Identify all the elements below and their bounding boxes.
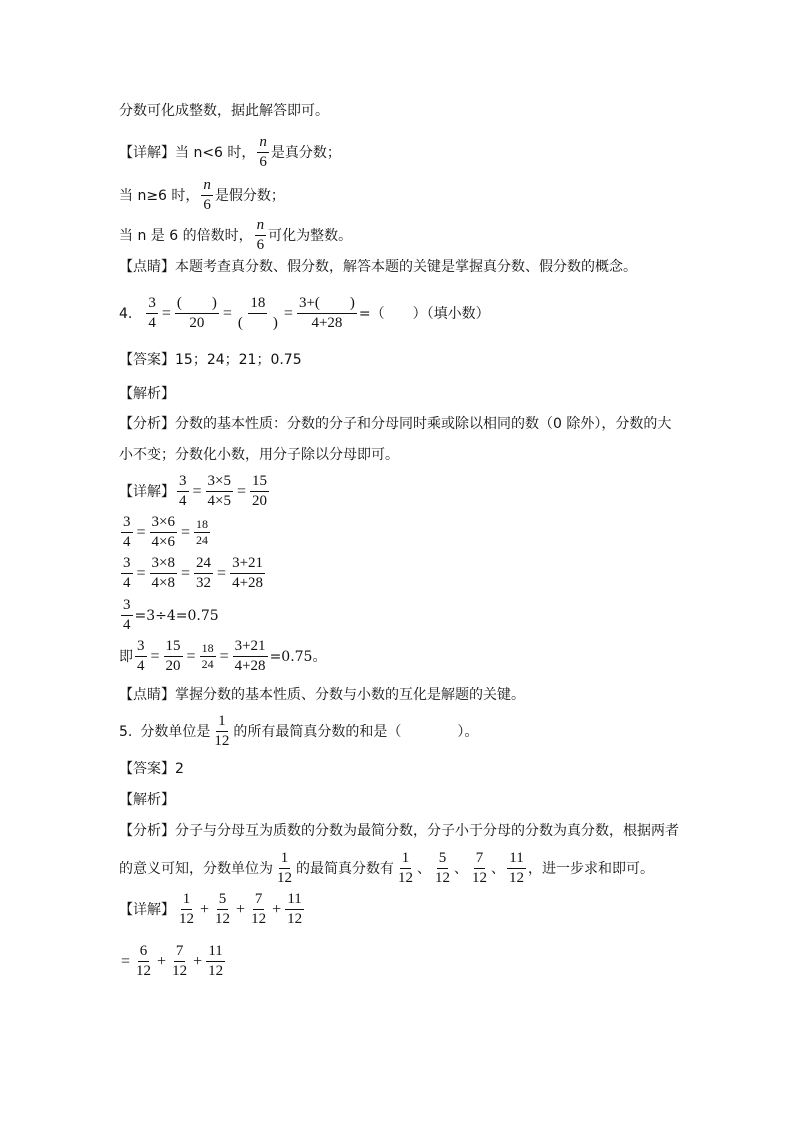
- denominator: 12: [287, 911, 303, 927]
- separator: 、: [417, 860, 431, 877]
- denominator: 4: [148, 315, 156, 331]
- plus-sign: +: [200, 900, 210, 918]
- denominator: 4+28: [311, 315, 343, 331]
- fraction: [200, 641, 216, 672]
- paragraph-text: 当 n<6 时，: [175, 144, 256, 161]
- paragraph-text: 小不变；分数化小数，用分子除以分母即可。: [119, 447, 399, 463]
- fraction: [175, 294, 219, 333]
- fraction: [177, 472, 189, 511]
- paragraph-text: 分数可化成整数，据此解答即可。: [119, 103, 329, 119]
- paragraph-text: 即: [119, 648, 133, 665]
- detail-equation: [119, 472, 271, 511]
- denominator: 12: [136, 963, 152, 979]
- numerator: 3: [121, 554, 133, 574]
- denominator: ( ): [237, 315, 278, 331]
- denominator: 12: [214, 733, 230, 749]
- numerator: 18: [248, 294, 267, 314]
- numerator: 3: [146, 294, 158, 314]
- numerator: 3+( ): [297, 294, 357, 314]
- paragraph-text: 的所有最简真分数的和是（ ）。: [233, 723, 479, 740]
- denominator: 4+28: [232, 575, 264, 591]
- paragraph-text: 的意义可知，分数单位为: [119, 860, 273, 877]
- equals-sign: =: [237, 482, 247, 500]
- section-tag: 【详解】: [119, 901, 175, 918]
- paragraph-text: ，进一步求和即可。: [528, 860, 654, 877]
- fraction: [177, 890, 196, 929]
- denominator: 12: [472, 870, 487, 886]
- text-line: [119, 448, 399, 462]
- denominator: 6: [256, 237, 265, 253]
- question-number: 4.: [119, 305, 133, 322]
- equals-sign: =: [186, 647, 196, 665]
- fraction: [194, 554, 213, 593]
- numerator: 3: [121, 596, 133, 616]
- denominator: 4: [123, 534, 131, 550]
- numerator: n: [255, 216, 267, 236]
- numerator: 18: [201, 641, 214, 655]
- numerator: n: [201, 176, 213, 196]
- fraction: [213, 890, 232, 929]
- detail-equation: [119, 890, 306, 929]
- text-line: [119, 417, 671, 431]
- denominator: 6: [259, 154, 267, 170]
- denominator: 20: [252, 493, 268, 509]
- equals-sign: =: [222, 304, 232, 322]
- denominator: 24: [196, 533, 209, 547]
- numerator: 24: [194, 554, 213, 574]
- plus-sign: +: [193, 952, 203, 970]
- separator: 、: [454, 860, 468, 877]
- question-5: [119, 712, 478, 751]
- fraction: [470, 849, 489, 888]
- numerator: 3+21: [233, 637, 268, 657]
- numerator: 3: [121, 513, 133, 533]
- numerator: 5: [217, 890, 229, 910]
- numerator: 15: [164, 637, 183, 657]
- numerator: n: [257, 133, 269, 153]
- text-line: [119, 133, 341, 172]
- text-line: [119, 849, 654, 888]
- fraction: [150, 513, 177, 552]
- equals-sign: =: [192, 482, 202, 500]
- denominator: 4×5: [207, 493, 231, 509]
- plus-sign: +: [236, 900, 246, 918]
- fraction: [134, 942, 153, 981]
- fraction: [249, 890, 268, 929]
- detail-equation: [119, 554, 267, 593]
- text-line: [119, 793, 175, 807]
- denominator: 4×6: [151, 534, 175, 550]
- paragraph-text: 当 n 是 6 的倍数时，: [119, 227, 253, 244]
- text-line: [119, 762, 184, 776]
- numerator: 6: [138, 942, 150, 962]
- detail-equation: [119, 513, 212, 552]
- numerator: 3×5: [206, 472, 233, 492]
- fraction: [255, 216, 267, 255]
- section-tag: 【解析】: [119, 792, 175, 808]
- numerator: 1: [279, 849, 291, 869]
- equals-sign: =: [161, 304, 171, 322]
- numerator: 7: [474, 849, 486, 869]
- fraction: [257, 133, 269, 172]
- separator: 、: [491, 860, 505, 877]
- fraction: [236, 294, 280, 333]
- denominator: 12: [251, 911, 267, 927]
- detail-equation: [119, 596, 219, 635]
- text-line: [119, 216, 352, 255]
- denominator: 12: [215, 911, 231, 927]
- fraction: [170, 942, 189, 981]
- denominator: 4: [123, 575, 131, 591]
- section-tag: 【详解】: [119, 144, 175, 161]
- paragraph-text: 【点睛】掌握分数的基本性质、分数与小数的互化是解题的关键。: [119, 687, 525, 703]
- equals-sign: =: [283, 304, 293, 322]
- numerator: 7: [174, 942, 186, 962]
- denominator: 24: [201, 657, 214, 671]
- equals-sign: =: [136, 523, 146, 541]
- text-line: [119, 104, 329, 118]
- denominator: 4+28: [234, 658, 266, 674]
- denominator: 12: [509, 870, 524, 886]
- fraction: [194, 517, 210, 548]
- text-line: [119, 387, 175, 401]
- section-tag: 【详解】: [119, 483, 175, 500]
- paragraph-text: 是真分数；: [270, 144, 341, 161]
- equals-sign: =: [181, 564, 191, 582]
- fraction: [201, 176, 213, 215]
- fraction: [275, 849, 294, 888]
- answer-text: 【答案】2: [119, 761, 184, 777]
- denominator: 12: [398, 870, 413, 886]
- question-4: [119, 294, 490, 333]
- denominator: 20: [189, 315, 205, 331]
- denominator: 12: [179, 911, 194, 927]
- numerator: 7: [253, 890, 265, 910]
- equals-sign: =: [121, 952, 131, 970]
- text-line: [119, 260, 637, 274]
- fraction: [233, 637, 268, 676]
- detail-equation: [119, 637, 326, 676]
- text-line: [119, 688, 525, 702]
- denominator: 12: [435, 870, 450, 886]
- question-number: 5.: [119, 723, 133, 740]
- numerator: 5: [437, 849, 449, 869]
- paragraph-text: 的最简真分数有: [296, 860, 394, 877]
- denominator: 32: [196, 575, 212, 591]
- paragraph-text: 【分析】分数的基本性质：分数的分子和分母同时乘或除以相同的数（0 除外），分数的大: [119, 416, 672, 432]
- denominator: 12: [172, 963, 188, 979]
- equals-sign: =: [150, 647, 160, 665]
- equation-text: =3÷4=0.75: [134, 607, 219, 624]
- paragraph-text: 分数单位是: [140, 723, 211, 740]
- denominator: 12: [277, 870, 292, 886]
- equation-text: =0.75。: [269, 648, 327, 665]
- fraction: [212, 712, 231, 751]
- equals-sign: =: [219, 647, 229, 665]
- paragraph-text: 【分析】分子与分母互为质数的分数为最简分数，分子小于分母的分数为真分数，根据两者: [119, 823, 679, 839]
- fraction: [396, 849, 415, 888]
- fraction: [121, 596, 133, 635]
- numerator: 3: [135, 637, 147, 657]
- numerator: 11: [206, 942, 224, 962]
- equals-sign: =: [181, 523, 191, 541]
- numerator: 11: [507, 849, 525, 869]
- fraction: [433, 849, 452, 888]
- denominator: 4: [179, 493, 187, 509]
- numerator: 18: [196, 517, 209, 531]
- numerator: 1: [181, 890, 193, 910]
- fraction: [150, 554, 177, 593]
- answer-blank-text: =（ ）（填小数）: [358, 305, 490, 322]
- fraction: [121, 513, 133, 552]
- numerator: 1: [400, 849, 412, 869]
- paragraph-text: 当 n≥6 时，: [119, 187, 200, 204]
- text-line: [119, 353, 302, 367]
- plus-sign: +: [272, 900, 282, 918]
- fraction: [146, 294, 158, 333]
- numerator: 15: [250, 472, 269, 492]
- paragraph-text: 是假分数；: [214, 187, 285, 204]
- text-line: [119, 824, 679, 838]
- numerator: 3×8: [150, 554, 177, 574]
- fraction: [297, 294, 357, 333]
- numerator: 3+21: [230, 554, 265, 574]
- numerator: 1: [216, 712, 228, 732]
- numerator: ( ): [175, 294, 219, 314]
- fraction: [206, 942, 225, 981]
- denominator: 4: [137, 658, 145, 674]
- fraction: [285, 890, 304, 929]
- fraction: [507, 849, 526, 888]
- fraction: [230, 554, 265, 593]
- section-tag: 【解析】: [119, 386, 175, 402]
- numerator: 3×6: [150, 513, 177, 533]
- text-line: [119, 176, 285, 215]
- fraction: [250, 472, 269, 511]
- numerator: 3: [177, 472, 189, 492]
- fraction: [206, 472, 233, 511]
- fraction: [135, 637, 147, 676]
- denominator: 4: [123, 617, 131, 633]
- numerator: 11: [285, 890, 303, 910]
- paragraph-text: 可化为整数。: [268, 227, 353, 244]
- denominator: 12: [208, 963, 224, 979]
- denominator: 6: [203, 197, 211, 213]
- fraction: [164, 637, 183, 676]
- fraction: [121, 554, 133, 593]
- paragraph-text: 【点睛】本题考查真分数、假分数，解答本题的关键是掌握真分数、假分数的概念。: [119, 259, 637, 275]
- detail-equation: [119, 942, 227, 981]
- plus-sign: +: [157, 952, 167, 970]
- equals-sign: =: [136, 564, 146, 582]
- denominator: 20: [165, 658, 181, 674]
- answer-text: 【答案】15；24；21；0.75: [119, 352, 302, 368]
- denominator: 4×8: [151, 575, 175, 591]
- equals-sign: =: [217, 564, 227, 582]
